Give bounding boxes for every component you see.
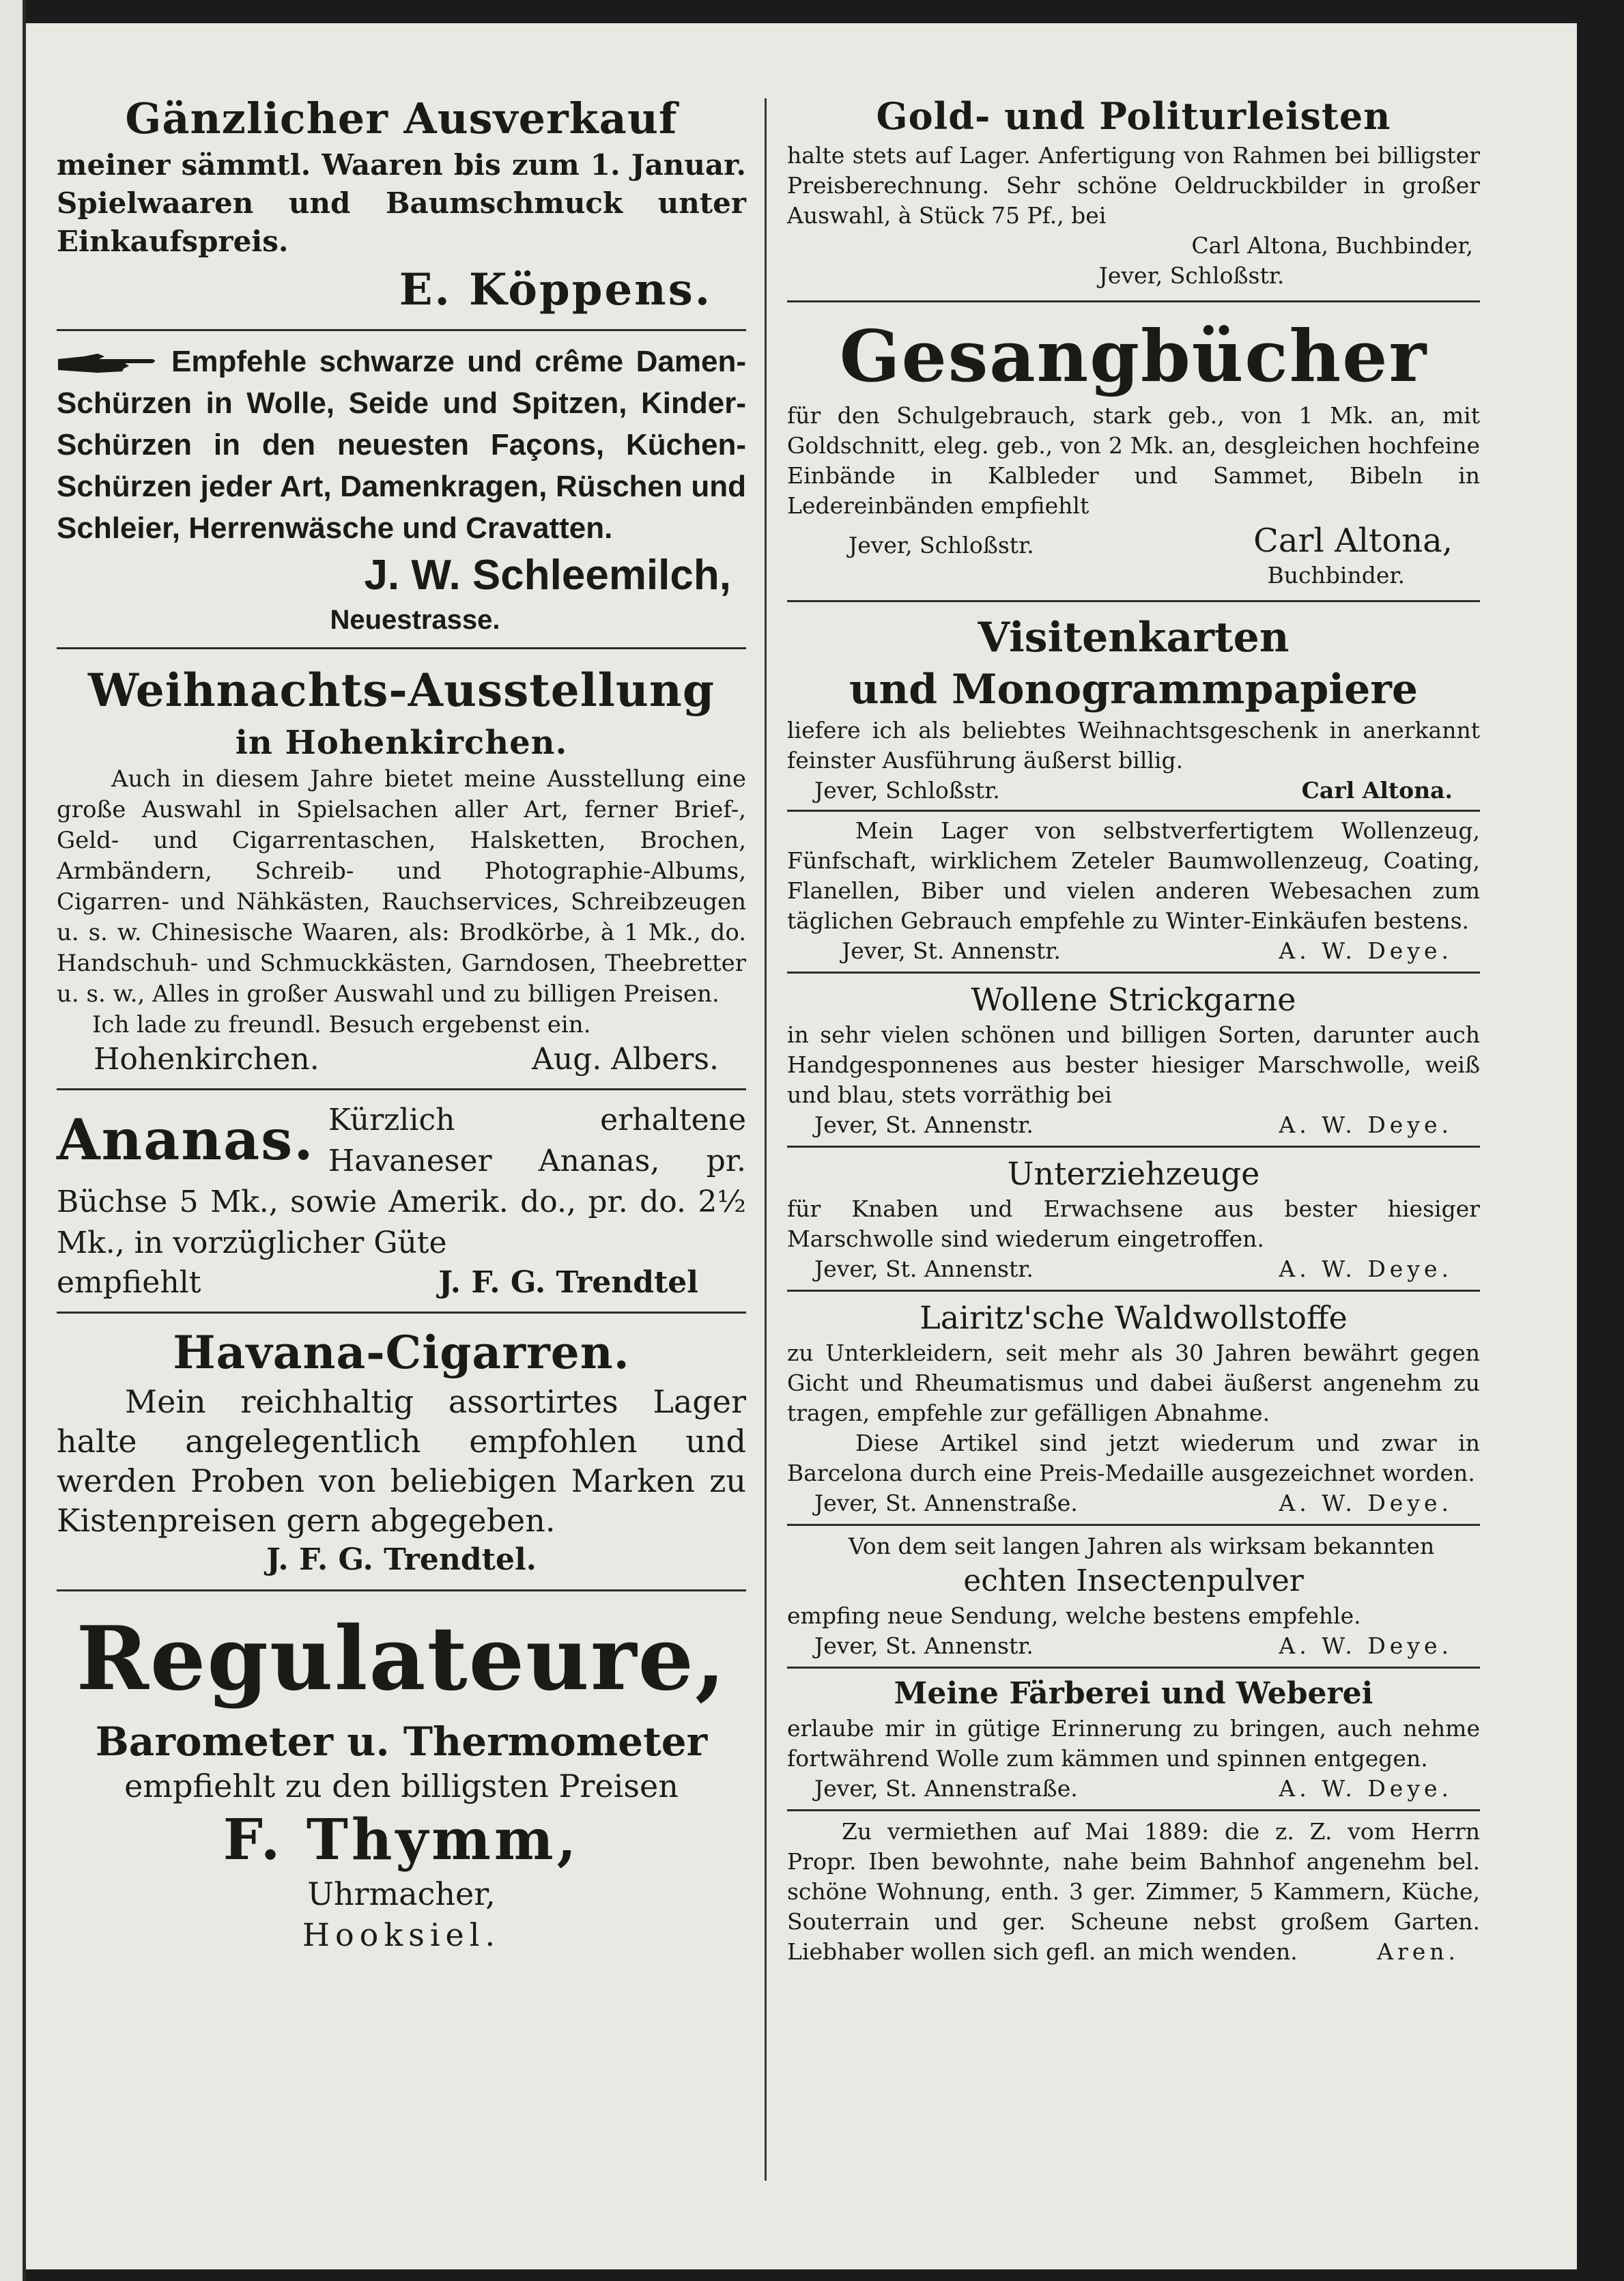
ad-address: Jever, St. Annenstr. — [814, 1632, 1034, 1659]
ad-title: Meine Färberei und Weberei — [894, 1676, 1373, 1711]
divider — [787, 1809, 1480, 1811]
ad-invite: Ich lade zu freundl. Besuch ergebenst ein. — [92, 1011, 591, 1038]
ad-body: Mein reichhaltig assortirtes Lager halte angelegentlich empfohlen und werden Proben von beliebigen Marken zu Kistenpreisen gern abgegeben. — [57, 1383, 746, 1539]
ad-address: Jever, St. Annenstr. — [814, 1256, 1034, 1282]
ad-footer — [787, 936, 1480, 966]
ad-address: Neuestrasse. — [330, 605, 500, 635]
ad-unterziehzeuge — [787, 1153, 1480, 1284]
ad-footer — [787, 1488, 1480, 1518]
ad-footer — [787, 521, 1480, 561]
ad-signature: A. W. Deye. — [1279, 1111, 1453, 1138]
ad-address: Jever, St. Annenstraße. — [814, 1775, 1078, 1802]
ad-place: Hohenkirchen. — [94, 1042, 319, 1077]
ad-intro: Von dem seit langen Jahren als wirksam bekannten — [849, 1533, 1435, 1559]
ad-body: halte stets auf Lager. Anfertigung von Rahmen bei billigster Preisberechnung. Sehr schöne Oeldruckbilder in großer Auswahl, à Stück 75 Pf., bei — [787, 142, 1480, 229]
ad-footer — [787, 776, 1480, 806]
ad-body: meiner sämmtl. Waaren bis zum 1. Januar. Spielwaaren und Baumschmuck unter Einkaufspreis. — [57, 148, 746, 258]
left-column — [57, 91, 746, 1956]
ad-body: erlaube mir in gütige Erinnerung zu bringen, auch nehme fortwährend Wolle zum kämmen und spinnen entgegen. — [787, 1715, 1480, 1772]
ad-place: Hooksiel. — [302, 1916, 501, 1953]
divider — [57, 647, 746, 649]
ad-strickgarne — [787, 979, 1480, 1140]
ad-body: Zu vermiethen auf Mai 1889: die z. Z. vom Herrn Propr. Iben bewohnte, nahe beim Bahnhof angenehm bel. schöne Wohnung, enth. 3 ger. Zimmer, 5 Kammern, Küche, Souterrain und ger. Scheune nebst großem Garten. Liebhaber wollen sich gefl. an mich wenden. — [787, 1818, 1480, 1965]
ad-title-line2: und Monogrammpapiere — [849, 666, 1419, 713]
ad-title: Gesangbücher — [839, 314, 1428, 398]
ad-footer — [57, 1264, 746, 1302]
ad-signature: Aug. Albers. — [532, 1042, 719, 1077]
ad-body: in sehr vielen schönen und billigen Sorten, darunter auch Handgesponnenes aus bester hiesiger Marschwolle, weiß und blau, stets vorräthig bei — [787, 1021, 1480, 1108]
ad-title: Regulateure, — [76, 1608, 727, 1710]
ad-wohnung — [787, 1817, 1480, 1967]
ad-title: Lairitz'sche Waldwollstoffe — [920, 1299, 1348, 1336]
ad-weihnachts-ausstellung — [57, 659, 746, 1079]
divider — [57, 1312, 746, 1314]
ad-signature: A. W. Deye. — [1279, 1490, 1453, 1516]
ad-signature: J. W. Schleemilch, — [364, 552, 731, 599]
ad-regulateure — [57, 1601, 746, 1956]
divider — [787, 1524, 1480, 1526]
ad-signature: A. W. Deye. — [1279, 937, 1453, 964]
ad-signature: A. W. Deye. — [1279, 1256, 1453, 1282]
ad-title: Gänzlicher Ausverkauf — [125, 94, 678, 143]
ad-insectenpulver — [787, 1531, 1480, 1661]
ad-title: Weihnachts-Ausstellung — [88, 664, 715, 717]
column-divider — [765, 98, 767, 2181]
ad-title: Visitenkarten — [978, 614, 1290, 662]
ad-body: liefere ich als beliebtes Weihnachtsgeschenk in anerkannt feinster Ausführung äußerst billig. — [787, 717, 1480, 774]
ad-subtitle: Barometer u. Thermometer — [95, 1718, 708, 1765]
divider — [787, 972, 1480, 974]
ad-address: Jever, Schloßstr. — [1098, 262, 1285, 289]
ad-schuerzen — [57, 341, 746, 638]
ad-body: empfing neue Sendung, welche bestens empfehle. — [787, 1602, 1361, 1629]
ad-signature: E. Köppens. — [399, 264, 712, 315]
divider — [787, 1667, 1480, 1669]
ad-signature: F. Thymm, — [223, 1807, 580, 1873]
ad-signature: J. F. G. Trendtel — [438, 1265, 698, 1300]
ad-address: Jever, Schloßstr. — [849, 532, 1034, 558]
ad-address: Jever, St. Annenstraße. — [814, 1490, 1078, 1516]
ad-lead: empfiehlt — [57, 1265, 201, 1300]
ad-address: Jever, St. Annenstr. — [842, 937, 1061, 964]
divider — [57, 329, 746, 331]
divider — [787, 810, 1480, 812]
ad-visitenkarten — [787, 612, 1480, 806]
ad-footer — [57, 1040, 746, 1079]
divider — [787, 1290, 1480, 1292]
ad-havana-cigarren — [57, 1323, 746, 1580]
ad-goldleisten — [787, 91, 1480, 291]
ad-signature: Carl Altona. — [1301, 777, 1453, 804]
ad-title: Havana-Cigarren. — [173, 1326, 630, 1379]
ad-wollenzeug — [787, 816, 1480, 966]
ad-signature: Carl Altona, — [1253, 522, 1453, 560]
ad-ananas — [57, 1100, 746, 1302]
ad-footer — [787, 1774, 1480, 1804]
ad-subtitle: in Hohenkirchen. — [235, 724, 568, 762]
divider — [787, 600, 1480, 602]
ad-trade: Uhrmacher, — [307, 1875, 496, 1912]
ad-faerberei — [787, 1674, 1480, 1804]
ad-title: Ananas. — [57, 1107, 315, 1173]
divider — [787, 1146, 1480, 1148]
ad-gesangbuecher — [787, 312, 1480, 591]
ad-address: Jever, Schloßstr. — [814, 777, 1000, 804]
right-column — [787, 91, 1480, 1967]
newspaper-page — [26, 23, 1577, 2269]
ad-body: Empfehle schwarze und crême Damen-Schürzen in Wolle, Seide und Spitzen, Kinder-Schürzen in den neuesten Façons, Küchen-Schürzen jeder Art, Damenkragen, Rüschen und Schleier, Herrenwäsche und Cravatten. — [57, 345, 746, 545]
ad-body: für den Schulgebrauch, stark geb., von 1 Mk. an, mit Goldschnitt, eleg. geb., von 2 Mk. an, desgleichen hochfeine Einbände in Kalbleder und Sammet, Bibeln in Ledereinbänden empfiehlt — [787, 402, 1480, 519]
ad-body: Mein Lager von selbstverfertigtem Wollenzeug, Fünfschaft, wirklichem Zeteler Baumwollenzeug, Coating, Flanellen, Biber und vielen anderen Webesachen zum täglichen Gebrauch empfehle zu Winter-Einkäufen bestens. — [787, 817, 1480, 934]
ad-body: für Knaben und Erwachsene aus bester hiesiger Marschwolle sind wiederum eingetroffen. — [787, 1195, 1480, 1252]
ad-signature: J. F. G. Trendtel. — [266, 1542, 537, 1577]
ad-title: echten Insectenpulver — [963, 1563, 1304, 1598]
divider — [57, 1088, 746, 1090]
ad-body-2: Diese Artikel sind jetzt wiederum und zwar in Barcelona durch eine Preis-Medaille ausgezeichnet worden. — [787, 1430, 1480, 1486]
ad-body: empfiehlt zu den billigsten Preisen — [124, 1768, 679, 1804]
ad-title: Unterziehzeuge — [1007, 1155, 1260, 1192]
ad-body: Ananas. Kürzlich erhaltene Havaneser Ananas, pr. Büchse 5 Mk., sowie Amerik. do., pr. do. 2½ Mk., in vorzüglicher Güte — [57, 1100, 746, 1264]
ad-waldwollstoffe — [787, 1297, 1480, 1518]
ad-body: zu Unterkleidern, seit mehr als 30 Jahren bewährt gegen Gicht und Rheumatismus und dabei äußerst angenehm zu tragen, empfehle zur gefälligen Abnahme. — [787, 1340, 1480, 1426]
ad-body: Auch in diesem Jahre bietet meine Ausstellung eine große Auswahl in Spielsachen aller Art, ferner Brief-, Geld- und Cigarrentaschen, Halsketten, Brochen, Armbändern, Schreib- und Photographie-Albums, Cigarren- und Nähkästen, Rauchservices, Schreibzeugen u. s. w. Chinesische Waaren, als: Brodkörbe, à 1 Mk., do. Handschuh- und Schmuckkästen, Garndosen, Theebretter u. s. w., Alles in großer Auswahl und zu billigen Preisen. — [57, 765, 746, 1008]
ad-signature: A. W. Deye. — [1279, 1632, 1453, 1659]
ad-footer — [787, 1631, 1480, 1661]
ad-footer — [787, 1110, 1480, 1140]
ad-title: Wollene Strickgarne — [971, 981, 1296, 1018]
ad-ausverkauf — [57, 91, 746, 320]
ad-trade: Buchbinder. — [1267, 562, 1405, 589]
pointing-hand-icon — [57, 352, 159, 374]
binding-edge — [0, 0, 26, 2281]
ad-title: Gold- und Politurleisten — [876, 94, 1391, 138]
ad-signature: A. W. Deye. — [1279, 1775, 1453, 1802]
divider — [787, 300, 1480, 302]
ad-signature: Aren. — [1377, 1938, 1459, 1965]
ad-signature: Carl Altona, Buchbinder, — [1191, 232, 1473, 259]
ad-footer — [787, 1254, 1480, 1284]
ad-address: Jever, St. Annenstr. — [814, 1111, 1034, 1138]
divider — [57, 1589, 746, 1591]
